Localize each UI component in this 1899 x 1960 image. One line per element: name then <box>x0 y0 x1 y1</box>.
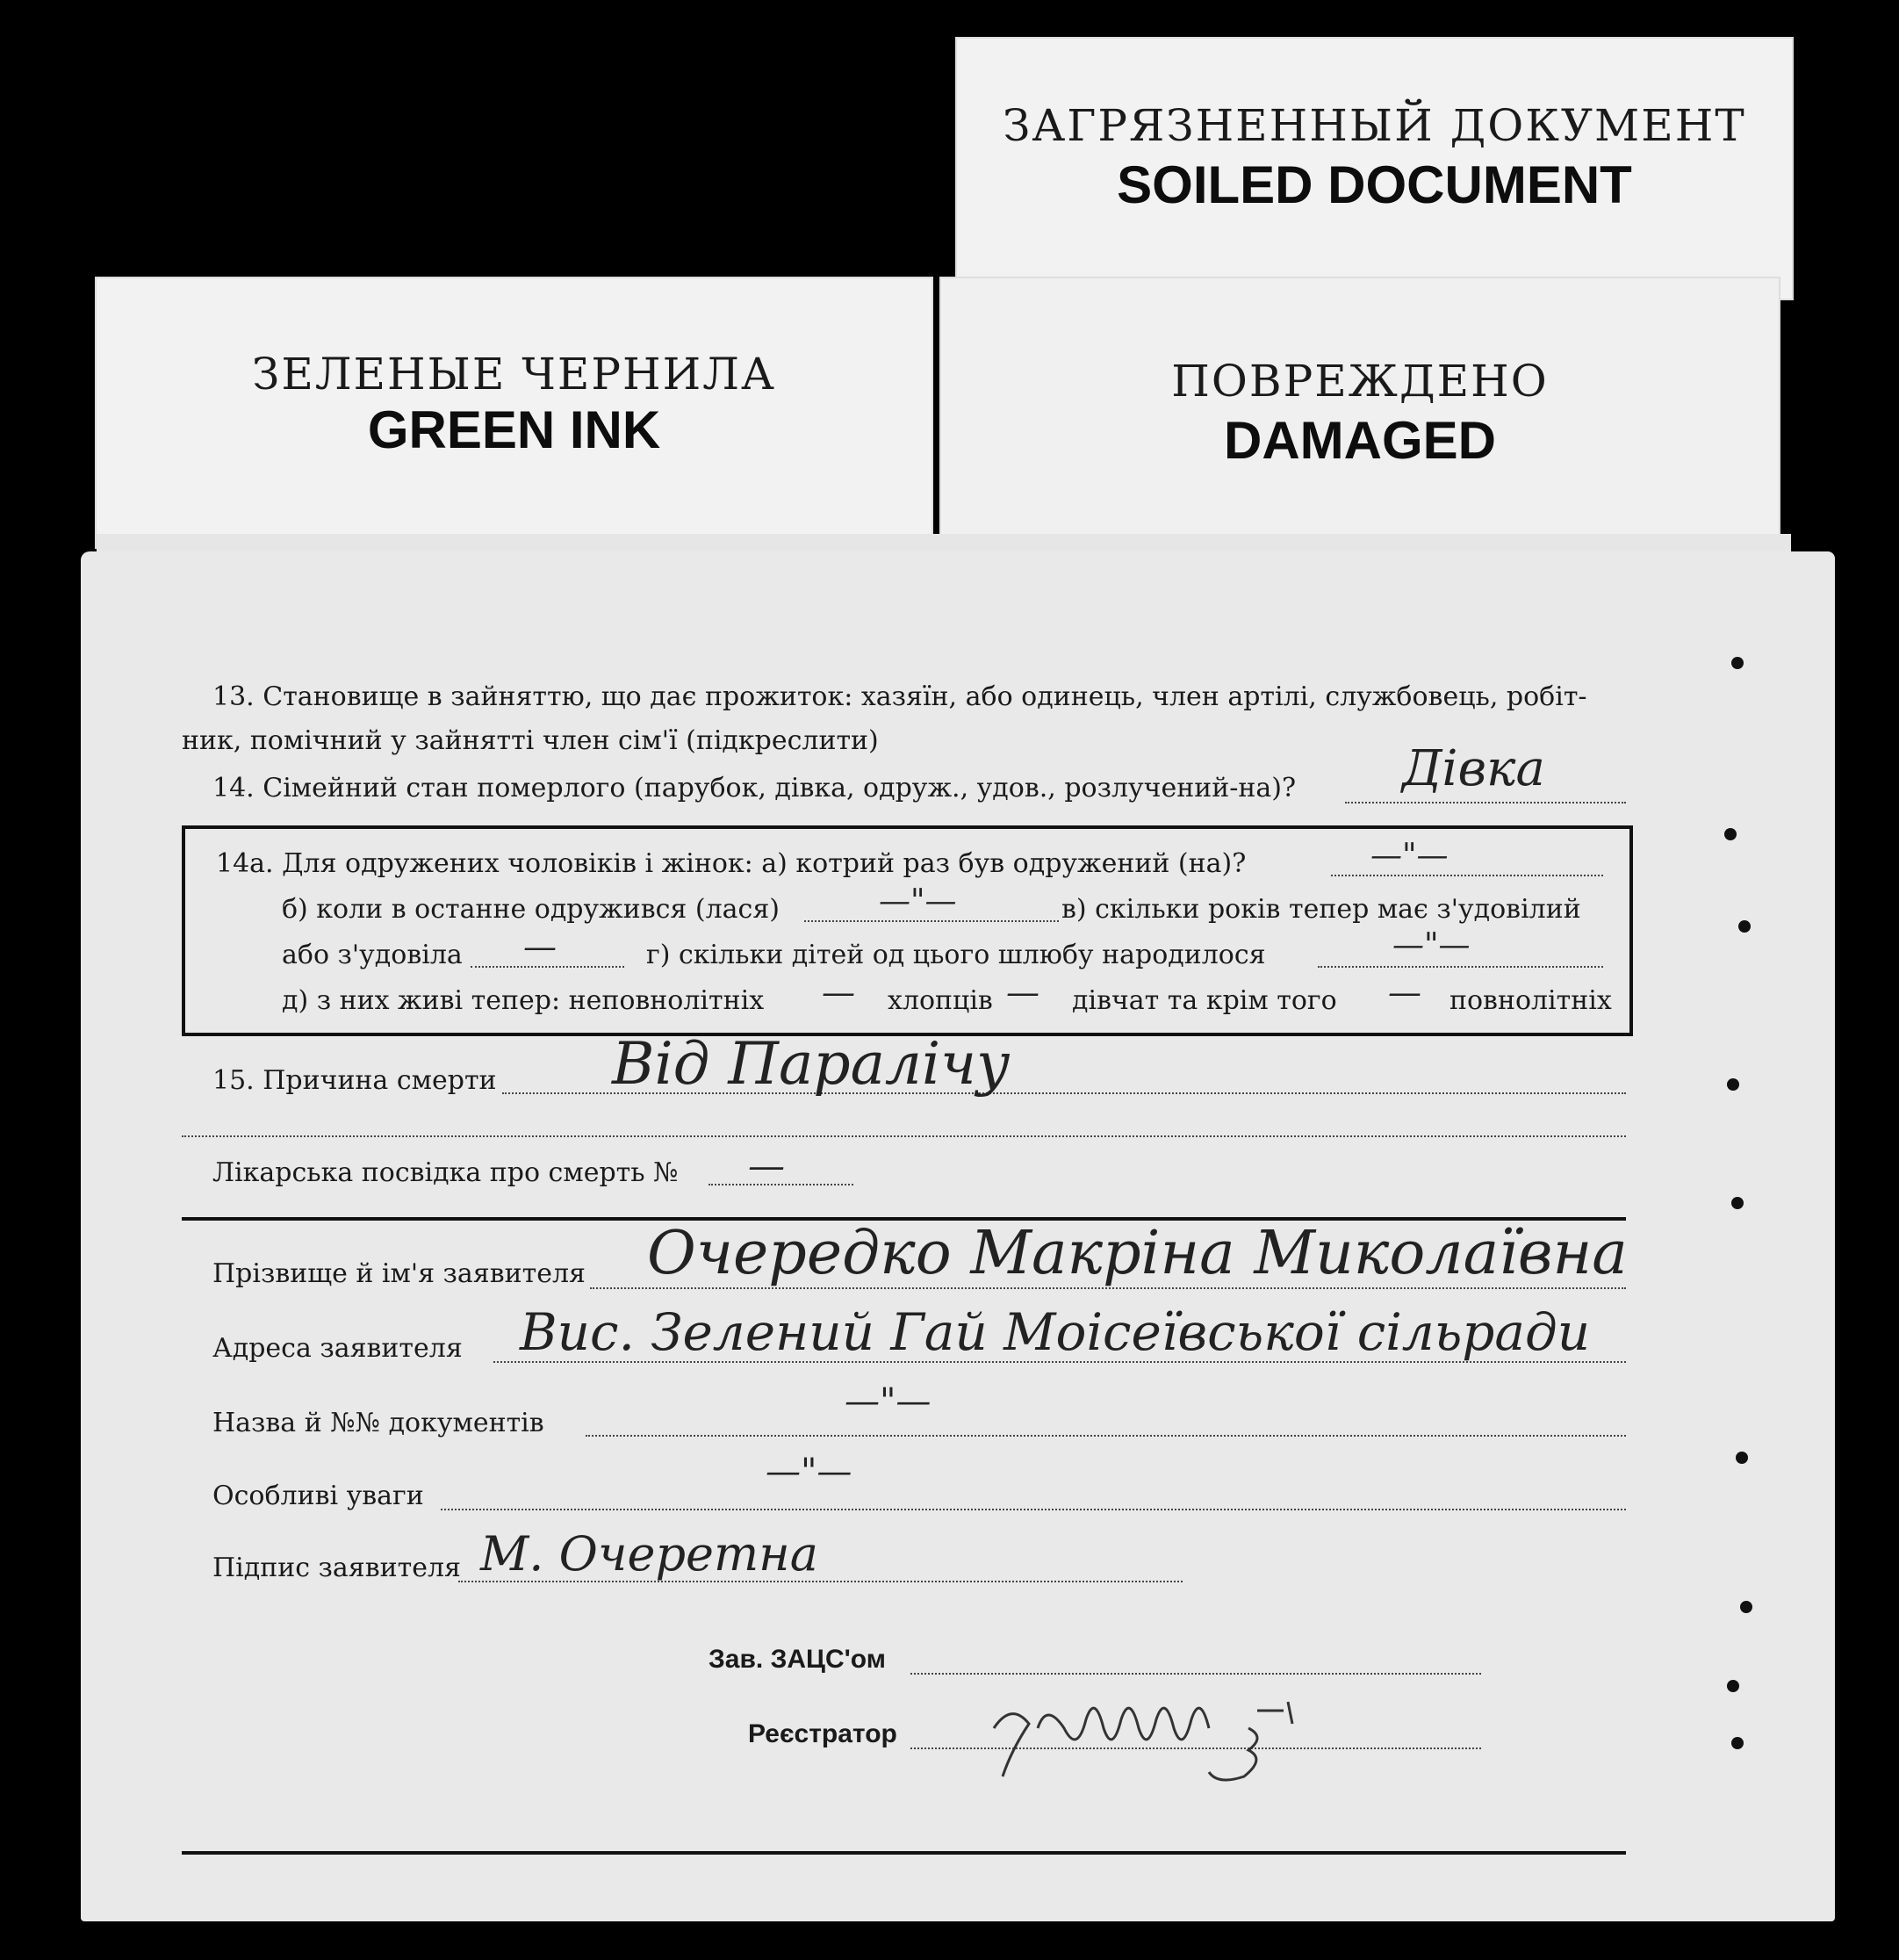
q14a-d2: — <box>1006 973 1039 1012</box>
q14a-b-dots <box>804 920 1059 922</box>
docs-dots <box>586 1435 1626 1437</box>
soiled-label-en: SOILED DOCUMENT <box>1117 155 1632 214</box>
registrar-label: Реєстратор <box>748 1719 897 1748</box>
q14-dots <box>1345 802 1626 803</box>
q15-label: 15. Причина смерти <box>212 1065 497 1096</box>
binding-hole <box>1727 1078 1739 1091</box>
binding-hole <box>1724 828 1737 840</box>
q14a-b-answer: —"— <box>879 883 957 919</box>
damaged-label-en: DAMAGED <box>1224 411 1496 470</box>
q14a-line3a: або з'удовіла <box>282 940 463 970</box>
notes-answer: —"— <box>766 1452 852 1492</box>
q15-dots-2 <box>182 1135 1626 1137</box>
green-label-ru: ЗЕЛЕНЫЕ ЧЕРНИЛА <box>252 349 776 400</box>
binding-hole <box>1731 1197 1744 1209</box>
binding-hole <box>1731 1737 1744 1749</box>
address: Вис. Зелений Гай Моісеївської сільради <box>520 1302 1591 1362</box>
q13-line2: ник, помічний у зайнятті член сім'ї (підкреслити) <box>182 725 879 756</box>
q14a-line3b: г) скільки дітей од цього шлюбу народилося <box>646 940 1266 970</box>
cert-label: Лікарська посвідка про смерть № <box>212 1157 679 1188</box>
q13-line1: 13. Становище в зайняттю, що дає прожиток: хазяїн, або одинець, член артілі, службовець, робіт- <box>212 681 1587 712</box>
q15-answer: Від Паралічу <box>612 1030 1011 1098</box>
q14a-box <box>182 825 1633 1036</box>
death-record-form <box>81 551 1835 1921</box>
q14a-line4c: дівчат та крім того <box>1072 985 1337 1016</box>
q14a-g-dots <box>1318 966 1603 968</box>
notes-dots <box>441 1509 1626 1510</box>
cert-answer: — <box>748 1144 785 1187</box>
q14a-line4d: повнолітніх <box>1449 985 1612 1016</box>
binding-hole <box>1738 920 1751 933</box>
applicant-name: Очередко Макріна Миколаївна <box>647 1219 1628 1288</box>
docs-answer: —"— <box>845 1381 932 1422</box>
applicant-name-label: Прізвище й ім'я заявителя <box>212 1258 586 1289</box>
q14-label: 14. Сімейний стан померлого (парубок, дівка, одруж., удов., розлучений-на)? <box>212 773 1297 803</box>
head-label: Зав. ЗАЦС'ом <box>709 1645 886 1674</box>
address-label: Адреса заявителя <box>212 1333 463 1364</box>
q14a-line2b: в) скільки років тепер має з'удовілий <box>1061 894 1581 925</box>
binding-hole <box>1740 1601 1752 1613</box>
q14a-v-dots <box>471 966 624 968</box>
docs-label: Назва й №№ документів <box>212 1408 544 1438</box>
q14a-g-answer: —"— <box>1392 927 1471 963</box>
q14a-a-dots <box>1331 875 1603 876</box>
q14a-line1: 14а. Для одружених чоловіків і жінок: а) котрий раз був одружений (на)? <box>216 848 1247 879</box>
green-ink-label <box>95 277 933 549</box>
binding-hole <box>1736 1452 1748 1464</box>
bottom-rule <box>182 1851 1626 1855</box>
signature-label: Підпис заявителя <box>212 1553 461 1583</box>
notes-label: Особливі уваги <box>212 1481 424 1511</box>
head-dots <box>910 1673 1481 1675</box>
q14-answer: Дівка <box>1402 740 1545 797</box>
green-label-en: GREEN INK <box>367 400 661 459</box>
q14a-line2a: б) коли в останне одружився (лася) <box>282 894 780 925</box>
q14a-a-answer: —"— <box>1370 838 1449 874</box>
damaged-label-ru: ПОВРЕЖДЕНО <box>1171 356 1549 407</box>
q14a-v-answer: — <box>523 927 557 966</box>
q14a-d1: — <box>822 973 855 1012</box>
registrar-signature <box>985 1675 1336 1790</box>
q14a-line4a: д) з них живі тепер: неповнолітніх <box>282 985 765 1016</box>
q14a-d3: — <box>1388 973 1421 1012</box>
binding-hole <box>1731 657 1744 669</box>
soiled-document-label <box>955 37 1794 300</box>
signature: М. Очеретна <box>480 1526 818 1582</box>
q14a-line4b: хлопців <box>888 985 993 1016</box>
damaged-label <box>939 277 1780 566</box>
binding-hole <box>1727 1680 1739 1692</box>
soiled-label-ru: ЗАГРЯЗНЕННЫЙ ДОКУМЕНТ <box>1003 100 1746 151</box>
